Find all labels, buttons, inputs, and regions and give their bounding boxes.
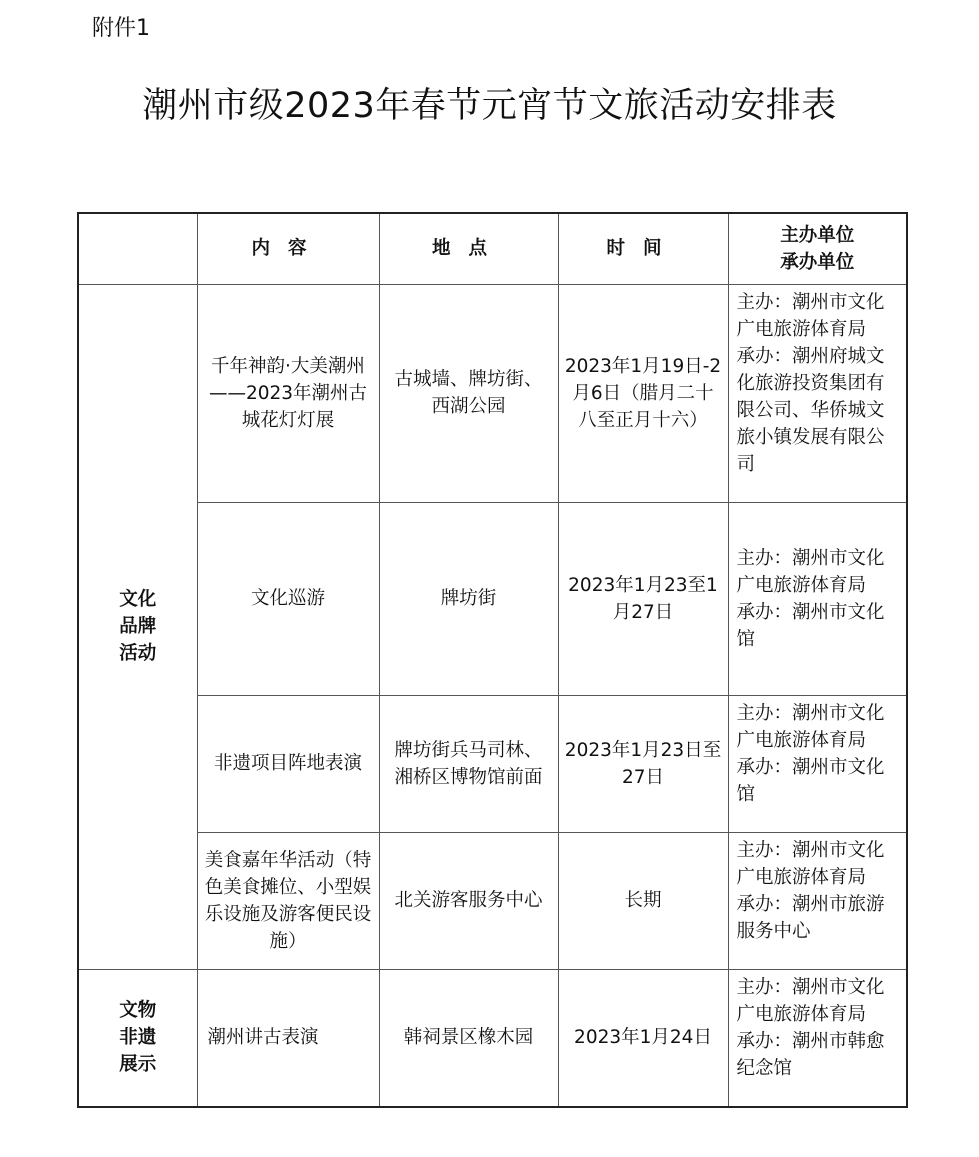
header-organizer-host: 主办单位: [780, 224, 855, 246]
organizer-undertaker: 承办：潮州市文化馆: [736, 756, 885, 805]
content-cell: 美食嘉年华活动（特色美食摊位、小型娱乐设施及游客便民设施）: [197, 832, 379, 969]
table-header-row: [78, 213, 907, 284]
header-time: 时间: [558, 213, 728, 284]
organizer-cell: [728, 502, 907, 695]
organizer-undertaker: 承办：潮州市韩愈纪念馆: [736, 1030, 885, 1079]
time-cell: 2023年1月24日: [558, 969, 728, 1107]
header-content: 内容: [197, 213, 379, 284]
time-cell: 2023年1月23至1月27日: [558, 502, 728, 695]
category-label: 文化品牌活动: [119, 589, 157, 664]
location-cell: 牌坊街: [379, 502, 558, 695]
location-cell: 牌坊街兵马司林、湘桥区博物馆前面: [379, 695, 558, 832]
category-label: 文物非遗展示: [119, 1000, 157, 1076]
attachment-label: 附件1: [92, 16, 150, 41]
time-cell: 2023年1月19日-2月6日（腊月二十八至正月十六）: [558, 284, 728, 502]
category-cell: [78, 969, 197, 1107]
organizer-cell: [728, 695, 907, 832]
content-cell: 千年神韵·大美潮州——2023年潮州古城花灯灯展: [197, 284, 379, 502]
location-cell: 北关游客服务中心: [379, 832, 558, 969]
organizer-cell: [728, 832, 907, 969]
header-location: 地点: [379, 213, 558, 284]
organizer-host: 主办：潮州市文化广电旅游体育局: [736, 839, 885, 888]
organizer-undertaker: 承办：潮州市旅游服务中心: [736, 893, 885, 942]
organizer-host: 主办：潮州市文化广电旅游体育局: [736, 702, 885, 751]
header-organizer-undertaker: 承办单位: [780, 251, 855, 273]
location-cell: 韩祠景区橡木园: [379, 969, 558, 1107]
header-organizer: [728, 213, 907, 284]
table-row: [78, 502, 907, 695]
location-cell: 古城墙、牌坊街、西湖公园: [379, 284, 558, 502]
organizer-cell: [728, 969, 907, 1107]
organizer-host: 主办：潮州市文化广电旅游体育局: [736, 547, 885, 596]
organizer-host: 主办：潮州市文化广电旅游体育局: [736, 976, 885, 1025]
document-title: 潮州市级2023年春节元宵节文旅活动安排表: [142, 86, 837, 126]
table-row: [78, 832, 907, 969]
organizer-host: 主办：潮州市文化广电旅游体育局: [736, 291, 885, 340]
organizer-undertaker: 承办：潮州府城文化旅游投资集团有限公司、华侨城文旅小镇发展有限公司: [736, 345, 885, 475]
header-category: [78, 213, 197, 284]
time-cell: 长期: [558, 832, 728, 969]
content-cell: 非遗项目阵地表演: [197, 695, 379, 832]
category-cell: [78, 284, 197, 969]
time-cell: 2023年1月23日至27日: [558, 695, 728, 832]
organizer-undertaker: 承办：潮州市文化馆: [736, 601, 885, 650]
activity-schedule-table: [77, 212, 908, 1108]
organizer-cell: [728, 284, 907, 502]
table-row: [78, 969, 907, 1107]
content-cell: 潮州讲古表演: [197, 969, 379, 1107]
table-row: [78, 695, 907, 832]
table-row: [78, 284, 907, 502]
content-cell: 文化巡游: [197, 502, 379, 695]
